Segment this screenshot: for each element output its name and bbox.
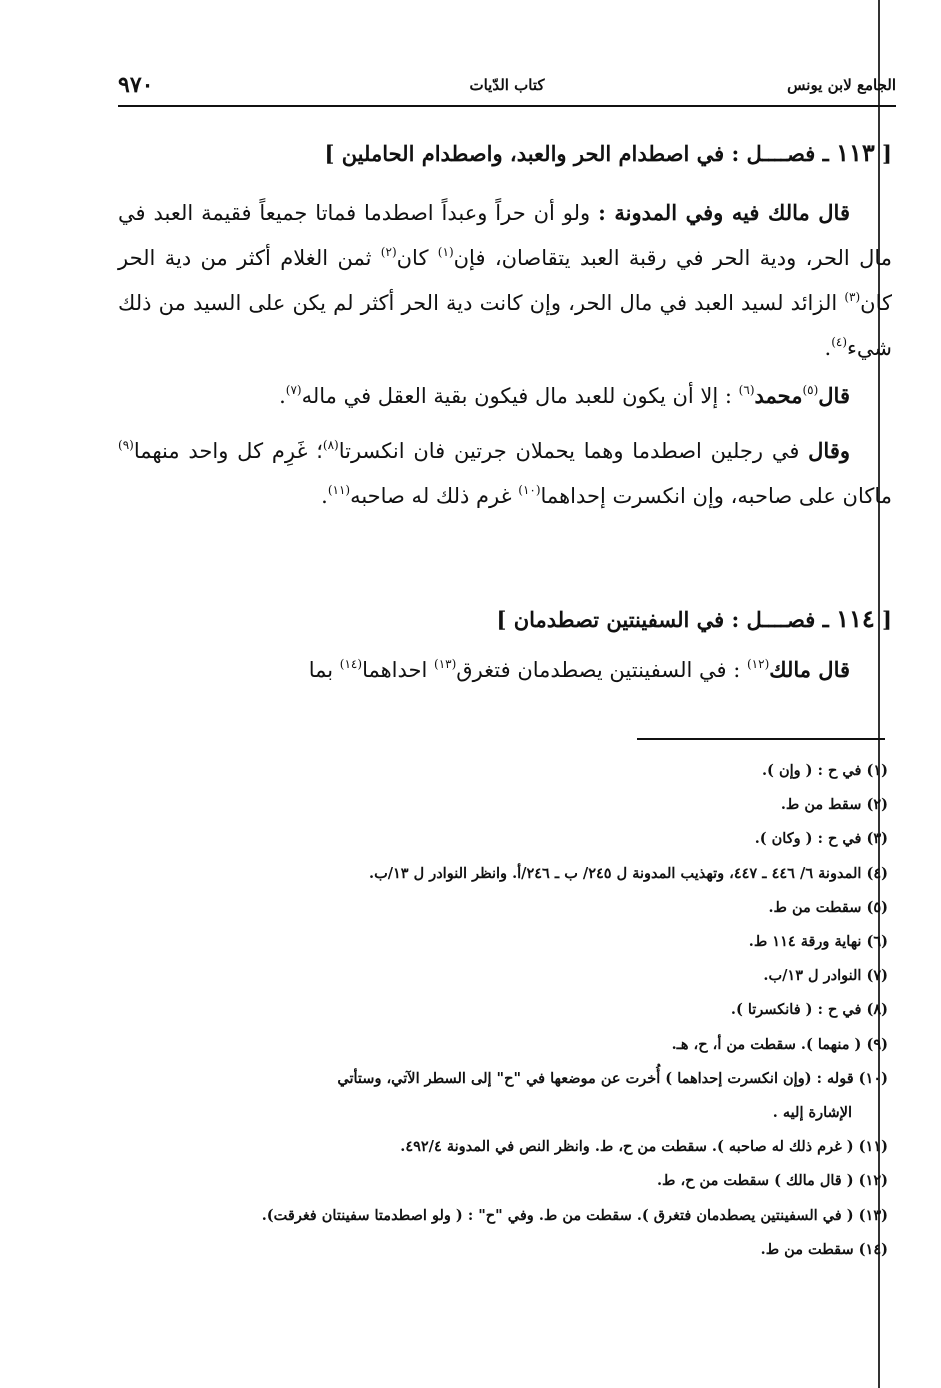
footnote-ref: (٧): [285, 383, 302, 397]
header-rule: [118, 105, 896, 107]
footnote-ref: (١٢): [746, 657, 770, 671]
section-113: [118, 130, 892, 176]
footnote-ref: (١١): [327, 483, 351, 497]
footnote: (٧) النوادر ل ١٣/ب.: [763, 967, 888, 985]
chapter-title: كتاب الدّيات: [469, 76, 545, 94]
footnote: (٦) نهاية ورقة ١١٤ ط.: [748, 933, 888, 951]
footnote: (١٠) قوله : (وإن انكسرت إحداهما ) أُخرت عن موضعها في "ح" إلى السطر الآتي، وستأتي: [337, 1069, 888, 1087]
footnote: (٤) المدونة ٦/ ٤٤٦ ـ ٤٤٧، وتهذيب المدونة ل ٢٤٥/ ب ـ ٢٤٦/أ. وانظر النوادر ل ١٣/ب.: [369, 864, 888, 882]
section-title: فصــــل : في اصطدام الحر والعبد، واصطدام الحاملين: [341, 141, 816, 166]
footnote-ref: (١): [437, 245, 454, 259]
paragraph: قال مالك$^{(١٢)}$ : في السفينتين يصطدمان فتغرق$^{(١٣)}$ احداهما$^{(١٤)}$ بما: [308, 657, 850, 682]
footnote-ref: (٨): [322, 438, 339, 452]
footnote-separator: [637, 738, 885, 740]
footnote: (١٣) ( في السفينتين يصطدمان فتغرق ). سقطت من ط. وفي "ح" : ( ولو اصطدمتا سفينتان فغرقت).: [261, 1206, 888, 1224]
footnote: (١١) ( غرم ذلك له صاحبه ). سقطت من ح، ط. وانظر النص في المدونة ٤٩٢/٤.: [400, 1138, 888, 1156]
footnote: (٩) ( منهما ). سقطت من أ، ح، هـ.: [671, 1035, 888, 1053]
running-header: [118, 74, 896, 104]
footnote: (٨) في ح : ( فانكسرتا ).: [730, 1001, 888, 1019]
footnote-ref: (١٣): [434, 657, 457, 671]
footnote-ref: (١٠): [518, 483, 541, 497]
paragraph: وقال في رجلين اصطدما وهما يحملان جرتين فان انكسرتا$^{(٨)}$؛ غَرِم كل واحد منهما$^{(٩)}$ ماكان على صاحبه، وإن انكسرت إحداهما$^{(١٠)}$ غرم ذلك له صاحبه$^{(١١)}$.: [118, 438, 892, 508]
footnote-continuation: الإشارة إليه .: [772, 1104, 852, 1122]
footnote-ref: (٥): [802, 383, 819, 397]
section-heading: [ ١١٤ ـ فصــــل : في السفينتين تصطدمان ]: [496, 604, 892, 633]
footnote: (١) في ح : ( وإن ).: [762, 762, 888, 779]
section-title: فصــــل : في السفينتين تصطدمان: [513, 607, 816, 632]
footnote-ref: (٦): [738, 383, 755, 397]
footnote: (٢) سقط من ط.: [780, 796, 888, 814]
section-number: ١١٤: [836, 604, 875, 633]
footnote-ref: (٩): [118, 438, 134, 452]
book-title: الجامع لابن يونس: [787, 76, 896, 94]
footnote-ref: (٢): [380, 245, 397, 259]
footnote-ref: (١٤): [339, 657, 363, 671]
paragraph: قال مالك فيه وفي المدونة : ولو أن حراً وعبداً اصطدما فماتا جميعاً فقيمة العبد في مال الحر، ودية الحر في رقبة العبد يتقاصان، فإن$^{(١)}$ كان$^{(٢)}$ ثمن الغلام أكثر من دية الحر كان$^{(٣)}$ الزائد لسيد العبد في مال الحر، وإن كانت دية الحر أكثر لم يكن على السيد من ذلك شيء$^{(٤)}$.: [118, 200, 892, 360]
section-number: ١١٣: [836, 138, 875, 167]
section-114: [118, 596, 892, 642]
footnotes: [118, 754, 888, 1267]
footnote: (١٢) ( قال مالك ) سقطت من ح، ط.: [656, 1172, 888, 1190]
page-number: ٩٧٠: [118, 72, 154, 98]
footnote: (٥) سقطت من ط.: [768, 898, 888, 916]
paragraph: قال$^{(٥)}$محمد$^{(٦)}$ : إلا أن يكون للعبد مال فيكون بقية العقل في ماله$^{(٧)}$.: [279, 383, 850, 408]
footnote: (٣) في ح : ( وكان ).: [754, 830, 888, 848]
section-heading: [ ١١٣ ـ فصــــل : في اصطدام الحر والعبد، واصطدام الحاملين ]: [324, 138, 892, 167]
footnote: (١٤) سقطت من ط.: [760, 1240, 888, 1258]
footnote-ref: (٣): [844, 290, 861, 304]
footnote-ref: (٤): [831, 335, 848, 349]
